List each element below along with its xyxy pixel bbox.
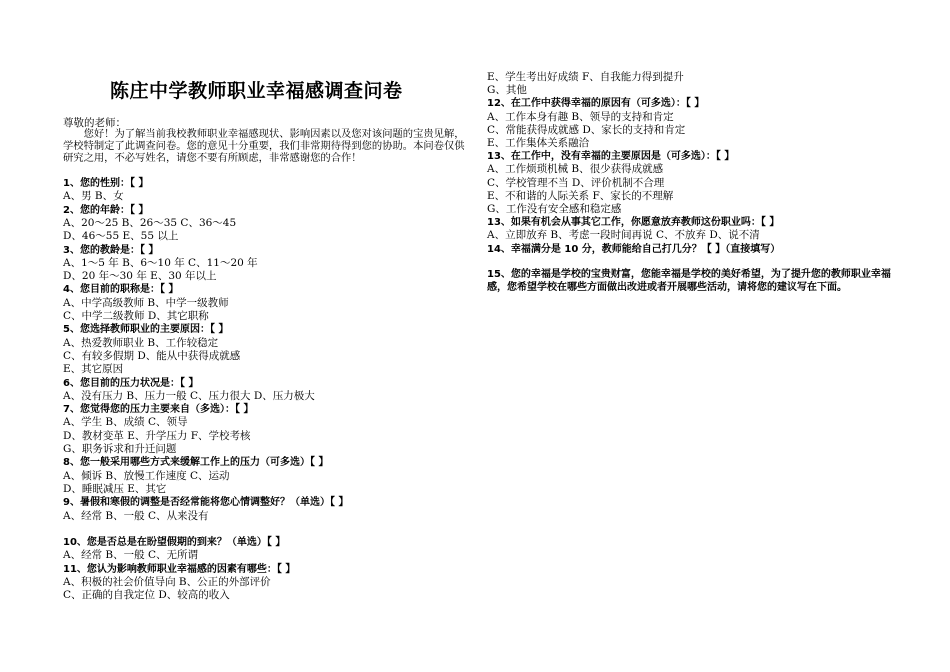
question-line: 1、您的性别：【 】	[63, 178, 149, 189]
option-line: D、睡眠减压 E、其它	[63, 482, 167, 495]
option-line: C、学校管理不当 D、评价机制不合理	[487, 176, 665, 189]
question-line: 8、您一般采用哪些方式来缓解工作上的压力（可多选）【 】	[63, 457, 329, 469]
option-line: A、积极的社会价值导向 B、公正的外部评价	[63, 576, 271, 588]
option-line: A、没有压力 B、压力一般 C、压力很大 D、压力极大	[63, 389, 315, 402]
option-line: A、中学高级教师 B、中学一级教师	[63, 296, 229, 309]
option-line: C、有较多假期 D、能从中获得成就感	[63, 349, 241, 362]
option-line: A、工作本身有趣 B、领导的支持和肯定	[487, 110, 674, 123]
option-line: A、20～25 B、26～35 C、36～45	[63, 216, 237, 229]
option-line: A、学生 B、成绩 C、领导	[63, 416, 188, 429]
option-line: A、经常 B、一般 C、无所谓	[63, 549, 199, 562]
option-line: C、正确的自我定位 D、较高的收入	[63, 589, 230, 602]
question-line: 5、您选择教师职业的主要原因：【 】	[63, 324, 229, 336]
option-line: G、工作没有安全感和稳定感	[487, 203, 622, 215]
option-line: A、1～5 年 B、6～10 年 C、11～20 年	[63, 256, 258, 269]
option-line: C、常能获得成就感 D、家长的支持和肯定	[487, 123, 686, 136]
question-line: 11、您认为影响教师职业幸福感的因素有哪些：【 】	[63, 563, 296, 575]
option-line: A、男 B、女	[63, 190, 124, 203]
question-line: 6、您目前的压力状况是：【 】	[63, 377, 199, 389]
question-line: 2、您的年龄：【 】	[63, 204, 149, 216]
option-line: G、职务诉求和升迁问题	[63, 443, 177, 455]
greeting: 尊敬的老师：	[63, 117, 126, 129]
option-line: D、教材变革 E、升学压力 F、学校考核	[63, 429, 251, 442]
question-line: 7、您觉得您的压力主要来自（多选）：【 】	[63, 404, 254, 416]
option-line: E、学生考出好成绩 F、自我能力得到提升	[487, 71, 684, 83]
option-line: G、其他	[487, 84, 527, 97]
question-15: 15、您的幸福是学校的宝贵财富，您能幸福是学校的美好希望，为了提升您的教师职业幸福感，您希望学校在哪些方面做出改进或者开展哪些活动，请将您的建议写在下面。	[487, 269, 891, 293]
option-line: E、其它原因	[63, 363, 124, 376]
option-line: C、中学二级教师 D、其它职称	[63, 310, 209, 322]
question-line: 9、暑假和寒假的调整是否经常能将您心情调整好？（单选）【 】	[63, 497, 349, 509]
intro-paragraph: 您好！为了解当前我校教师职业幸福感现状、影响因素以及您对该问题的宝贵见解，学校特制定了此调查问卷。您的意见十分重要，我们非常期待得到您的协助。本问卷仅供研究之用，不必写姓名，请您不要有所顾虑，非常感谢您的合作！	[63, 128, 465, 164]
option-line: E、工作集体关系融洽	[487, 137, 590, 149]
question-line: 4、您目前的职称是：【 】	[63, 284, 179, 296]
option-line: A、热爱教师职业 B、工作较稳定	[63, 336, 219, 349]
question-line: 13、在工作中，没有幸福的主要原因是（可多选）：【 】	[487, 151, 735, 163]
option-line: D、20 年～30 年 E、30 年以上	[63, 270, 217, 283]
option-line: A、立即放弃 B、考虑一段时间再说 C、不放弃 D、说不清	[487, 229, 760, 242]
question-line: 10、您是否总是在盼望假期的到来？（单选）【 】	[63, 537, 286, 549]
page-title: 陈庄中学教师职业幸福感调查问卷	[110, 80, 403, 102]
option-line: E、不和谐的人际关系 F、家长的不理解	[487, 189, 674, 202]
option-line: A、经常 B、一般 C、从来没有	[63, 509, 209, 522]
option-line: A、工作烦琐机械 B、很少获得成就感	[487, 163, 664, 176]
question-line: 3、您的教龄是：【 】	[63, 244, 159, 256]
question-line: 13、如果有机会从事其它工作，你愿意放弃教师这份职业吗：【 】	[487, 217, 780, 229]
question-line: 12、在工作中获得幸福的原因有（可多选）：【 】	[487, 98, 705, 110]
option-line: A、倾诉 B、放慢工作速度 C、运动	[63, 469, 230, 482]
question-line: 14、幸福满分是 10 分，教师能给自己打几分？【 】（直接填写）	[487, 243, 781, 255]
option-line: D、46～55 E、55 以上	[63, 230, 179, 243]
